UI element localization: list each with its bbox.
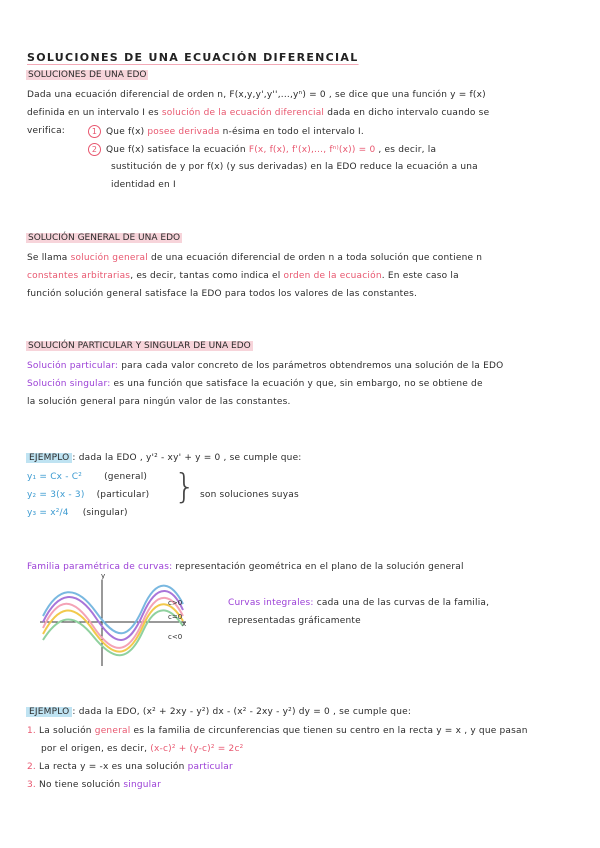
s1-line-3: verifica: [27,126,66,136]
condition-2-line-2: sustitución de y por f(x) (y sus derivadas) en la EDO reduce la ecuación a una [111,162,478,172]
example-2-item-1-line-2: por el origen, es decir, (x-c)² + (y-c)² = 2c² [41,744,244,754]
family-definition: Familia paramétrica de curvas: representación geométrica en el plano de la solución general [27,562,464,572]
curve-green [43,610,183,655]
section-heading-particular: SOLUCIÓN PARTICULAR Y SINGULAR DE UNA EDO [28,341,251,351]
condition-2-line-3: identidad en I [111,180,176,190]
y-axis-label: y [101,572,106,580]
example-1-y1: y₁ = Cx - C² (general) [27,472,148,482]
s1-line-2: definida en un intervalo I es solución de la ecuación diferencial dada en dicho intervalo cuando se [27,108,490,118]
condition-number-2: 2 [88,143,101,156]
curve-family-graph [38,576,188,668]
example-1-y3: y₃ = x²/4 (singular) [27,508,128,518]
example-1-tag: EJEMPLO [26,453,72,463]
brace-icon: } [174,467,196,507]
section-heading-general: SOLUCIÓN GENERAL DE UNA EDO [28,233,181,243]
curvas-integrales-line-1: Curvas integrales: cada una de las curvas de la familia, [228,598,490,608]
example-2-item-1: 1. La solución general es la familia de circunferencias que tienen su centro en la recta y = x , y que pasan [27,726,528,736]
section-heading-soluciones [26,70,148,80]
label-c-negative: c<0 [168,633,183,641]
condition-number-1: 1 [88,125,101,138]
example-2-tag: EJEMPLO [26,707,72,717]
x-axis-label: x [182,620,187,628]
s3-line-2: Solución singular: es una función que satisface la ecuación y que, sin embargo, no se obtiene de [27,379,483,389]
example-2-intro: EJEMPLO : dada la EDO, (x² + 2xy - y²) dx - (x² - 2xy - y²) dy = 0 , se cumple que: [26,707,411,717]
s3-line-1: Solución particular: para cada valor concreto de los parámetros obtendremos una solución de la EDO [27,361,504,371]
example-2-item-2: 2. La recta y = -x es una solución particular [27,762,233,772]
example-1-y2: y₂ = 3(x - 3) (particular) [27,490,150,500]
s3-line-3: la solución general para ningún valor de las constantes. [27,397,291,407]
example-1-intro: EJEMPLO : dada la EDO , y'² - xy' + y = 0 , se cumple que: [26,453,302,463]
condition-1: 1 Que f(x) posee derivada n-ésima en todo el intervalo I. [88,125,364,138]
s2-line-3: función solución general satisface la EDO para todos los valores de las constantes. [27,289,418,299]
example-2-item-3: 3. No tiene solución singular [27,780,161,790]
curvas-integrales-line-2: representadas gráficamente [228,616,361,626]
heading-text: SOLUCIONES DE UNA EDO [28,70,147,80]
label-c-positive: c>0 [168,599,183,607]
s1-line-1: Dada una ecuación diferencial de orden n, F(x,y,y',y'',...,yⁿ) = 0 , se dice que una función y = f(x) [27,90,486,100]
label-c-zero: c=0 [168,613,183,621]
example-1-result: son soluciones suyas [200,490,299,500]
page-title: SOLUCIONES DE UNA ECUACIÓN DIFERENCIAL [27,51,359,64]
s2-line-2: constantes arbitrarias, es decir, tantas como indica el orden de la ecuación. En este caso la [27,271,459,281]
s2-line-1: Se llama solución general de una ecuación diferencial de orden n a toda solución que contiene n [27,253,483,263]
condition-2: 2 Que f(x) satisface la ecuación F(x, f(x), f'(x),..., fⁿ⁾(x)) = 0 , es decir, la [88,143,436,156]
